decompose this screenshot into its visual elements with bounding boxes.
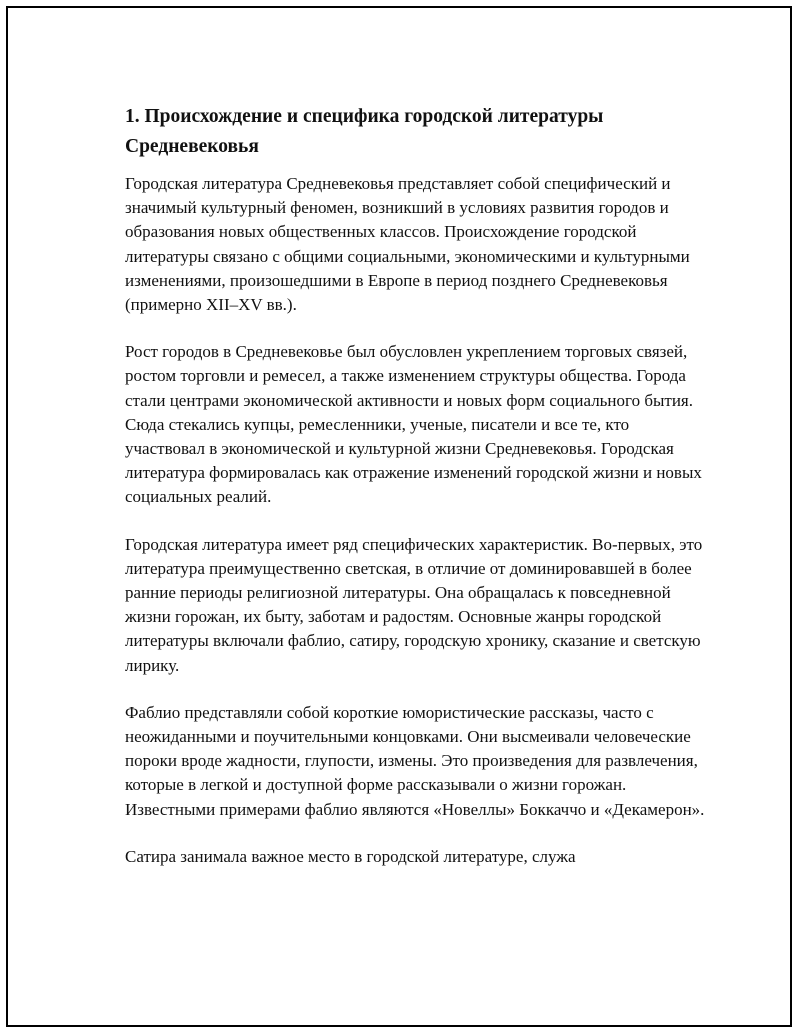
paragraph-satire: Сатира занимала важное место в городской литературе, служа	[125, 846, 576, 866]
document-body	[125, 102, 705, 892]
section-heading: 1. Происхождение и специфика городской литературы Средневековья	[125, 106, 604, 157]
paragraph-fabliaux: Фаблио представляли собой короткие юмористические рассказы, часто с неожиданными и поучительными концовками. Они высмеивали человеческие пороки вроде жадности, глупости, измены. Это произведения для развлечения, которые в легкой и доступной форме рассказывали о жизни горожан. Известными примерами фаблио являются «Новеллы» Боккаччо и «Декамерон».	[125, 702, 705, 819]
paragraph-characteristics: Городская литература имеет ряд специфических характеристик. Во-первых, это литература преимущественно светская, в отличие от доминировавшей в более ранние периоды религиозной литературы. Она обращалась к повседневной жизни горожан, их быту, заботам и радостям. Основные жанры городской литературы включали фаблио, сатиру, городскую хронику, сказание и светскую лирику.	[125, 534, 703, 675]
paragraph-city-growth: Рост городов в Средневековье был обусловлен укреплением торговых связей, ростом торговли и ремесел, а также изменением структуры общества. Города стали центрами экономической активности и новых форм социального бытия. Сюда стекались купцы, ремесленники, ученые, писатели и все те, кто участвовал в экономической и культурной жизни Средневековья. Городская литература формировалась как отражение изменений городской жизни и новых социальных реалий.	[125, 342, 702, 507]
paragraph-origin: Городская литература Средневековья представляет собой специфический и значимый культурный феномен, возникший в условиях развития городов и образования новых общественных классов. Происхождение городской литературы связано с общими социальными, экономическими и культурными изменениями, произошедшими в Европе в период позднего Средневековья (примерно XII–XV вв.).	[125, 174, 690, 315]
page-border	[6, 6, 792, 1027]
